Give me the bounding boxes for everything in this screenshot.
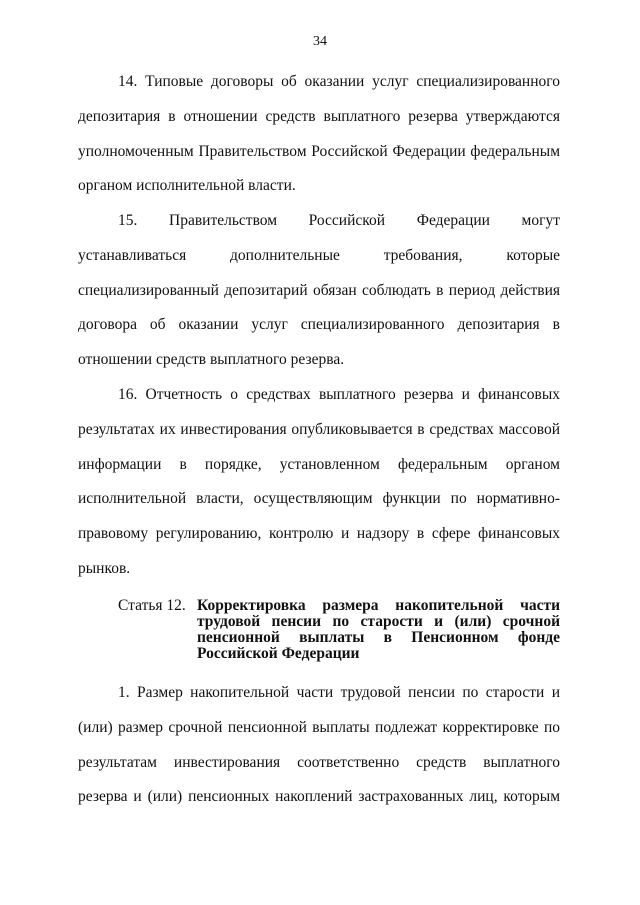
article-label: Статья 12. bbox=[118, 597, 186, 614]
paragraph-16: 16. Отчетность о средствах выплатного резерва и финансовых результатах их инвестирования опубликовывается в средствах массовой информации в порядке, установленном федеральным органом исполнительной власти, осуществляющим функции по нормативно-правовому регулированию, контролю и надзору в сфере финансовых рынков. bbox=[78, 386, 560, 577]
page-number: 34 bbox=[313, 34, 327, 49]
paragraph-15: 15. Правительством Российской Федерации могут устанавливаться дополнительные требования, которые специализированный депозитарий обязан соблюдать в период действия договора об оказании услуг специализированного депозитария в отношении средств выплатного резерва. bbox=[78, 212, 560, 369]
article-12-paragraph-1: 1. Размер накопительной части трудовой пенсии по старости и (или) размер срочной пенсионной выплаты подлежат корректировке по результатам инвестирования соответственно средств выплатного резерва и (или) пенсионных накоплений застрахованных лиц, которым bbox=[78, 684, 560, 806]
paragraph-14: 14. Типовые договоры об оказании услуг специализированного депозитария в отношении средств выплатного резерва утверждаются уполномоченным Правительством Российской Федерации федеральным органом исполнительной власти. bbox=[78, 73, 560, 195]
article-title: Корректировка размера накопительной части трудовой пенсии по старости и (или) срочной пенсионной выплаты в Пенсионном фонде Российской Федерации bbox=[197, 597, 560, 662]
article-heading bbox=[118, 598, 560, 662]
